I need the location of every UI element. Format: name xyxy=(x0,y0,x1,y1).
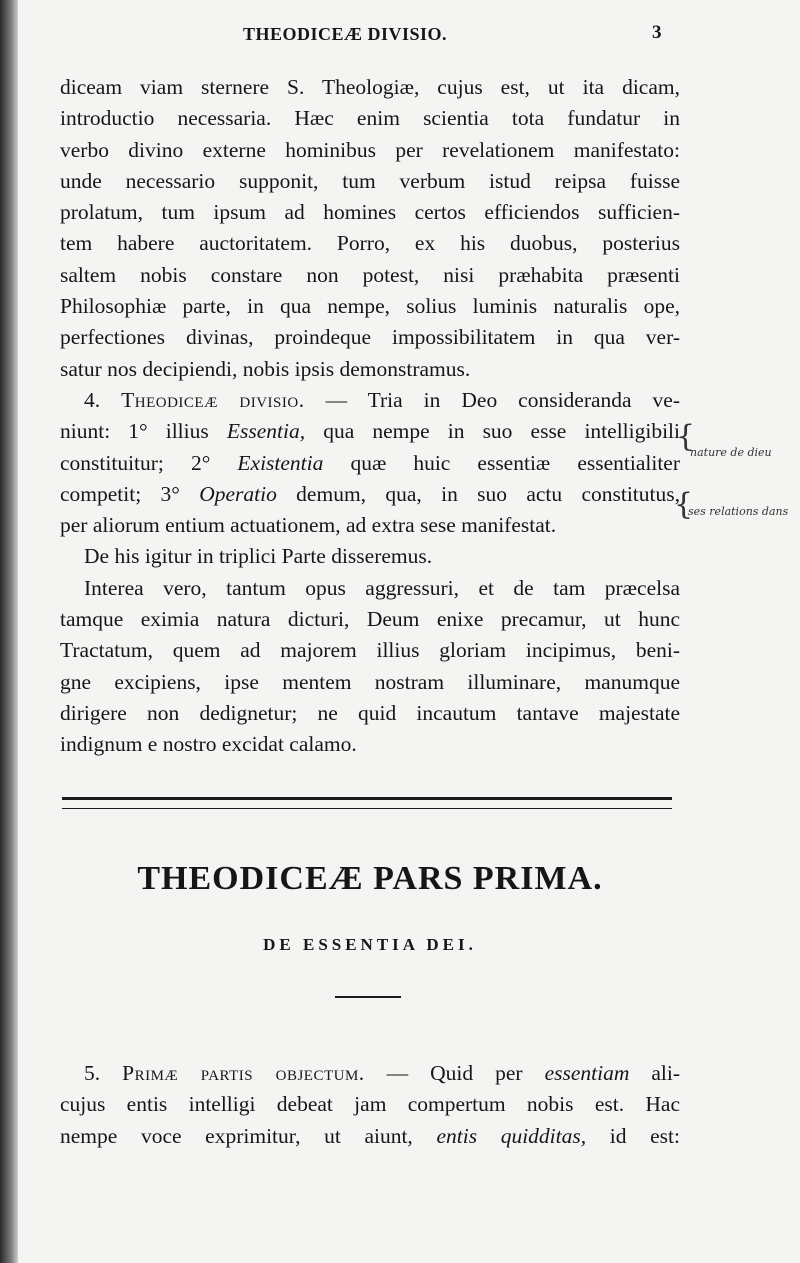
section-4-line: per aliorum entium actuationem, ad extra sese manifestat. xyxy=(60,513,557,538)
running-head-title: THEODICEÆ DIVISIO. xyxy=(243,24,448,44)
text-line: prolatum, tum ipsum ad homines certos efficiendos sufficien- xyxy=(60,200,680,225)
section-heading: Primæ partis objectum. xyxy=(122,1061,365,1085)
text-line: tem habere auctoritatem. Porro, ex his duobus, posterius xyxy=(60,231,680,256)
text-line: Interea vero, tantum opus aggressuri, et de tam præcelsa xyxy=(84,575,680,600)
italic-term: Essentia, xyxy=(226,419,306,444)
text-line: saltem nobis constare non potest, nisi præhabita præsenti xyxy=(60,262,680,287)
section-5-line: cujus entis intelligi debeat jam compertum nobis est. Hac xyxy=(60,1092,680,1117)
section-heading: Theodiceæ divisio. xyxy=(121,388,305,412)
section-4-line xyxy=(60,416,680,447)
section-number: 4. xyxy=(84,388,101,412)
text-run: nempe voce exprimitur, ut aiunt, xyxy=(60,1123,413,1148)
text-run: id est: xyxy=(609,1123,680,1148)
section-5-line xyxy=(60,1121,680,1152)
text-run: — Tria in Deo consideranda ve- xyxy=(325,388,681,412)
text-line: diceam viam sternere S. Theologiæ, cujus est, ut ita dicam, xyxy=(60,75,680,99)
running-head xyxy=(0,22,800,52)
text-run: niunt: 1° illius xyxy=(60,419,209,444)
part-subtitle: DE ESSENTIA DEI. xyxy=(263,935,477,954)
text-run: constituitur; 2° xyxy=(60,450,211,475)
section-5-line xyxy=(60,1058,680,1089)
text-line: verbo divino externe hominibus per revelationem manifestato: xyxy=(60,137,680,162)
part-title: THEODICEÆ PARS PRIMA. xyxy=(137,860,603,897)
text-line: gne excipiens, ipse mentem nostram illuminare, manumque xyxy=(60,669,680,694)
text-line: perfectiones divinas, proindeque impossibilitatem in qua ver- xyxy=(60,325,680,350)
page-number: 3 xyxy=(652,22,662,43)
text-line: introductio necessaria. Hæc enim scientia tota fundatur in xyxy=(60,106,680,131)
paragraph-de-his: De his igitur in triplici Parte disseremus. xyxy=(84,544,433,569)
italic-term: entis quidditas, xyxy=(436,1123,587,1148)
italic-term: Existentia xyxy=(237,450,324,475)
text-run: qua nempe in suo esse intelligibili xyxy=(323,419,681,444)
text-line: Tractatum, quem ad majorem illius gloriam incipimus, beni- xyxy=(60,638,680,663)
section-4-line xyxy=(60,479,680,510)
section-4-line xyxy=(60,385,680,416)
italic-term: Operatio xyxy=(199,481,277,506)
italic-term: essentiam xyxy=(544,1061,630,1085)
margin-note-handwritten: nature de dieu xyxy=(690,446,772,459)
short-rule-divider xyxy=(335,996,401,998)
text-run: ali- xyxy=(651,1061,680,1085)
text-line: unde necessario supponit, tum verbum istud reipsa fuisse xyxy=(60,168,680,193)
section-5-primae-partis-objectum xyxy=(60,1058,680,1152)
text-run: competit; 3° xyxy=(60,481,180,506)
top-paragraph xyxy=(60,72,680,385)
double-rule-divider xyxy=(62,797,672,809)
page-gutter-shadow xyxy=(0,0,18,1263)
section-4-line xyxy=(60,448,680,479)
text-line: tamque eximia natura dicturi, Deum enixe precamur, ut hunc xyxy=(60,607,680,632)
text-line: indignum e nostro excidat calamo. xyxy=(60,732,357,757)
text-run: quæ huic essentiæ essentialiter xyxy=(350,450,681,475)
section-4-theodiceae-divisio xyxy=(60,385,680,761)
margin-brace: { xyxy=(674,487,694,522)
text-run: demum, qua, in suo actu constitutus, xyxy=(296,481,680,506)
text-line: Philosophiæ parte, in qua nempe, solius luminis naturalis ope, xyxy=(60,294,680,319)
margin-note-handwritten: ses relations dans xyxy=(688,505,789,518)
text-line: satur nos decipiendi, nobis ipsis demonstramus. xyxy=(60,356,471,381)
text-line: dirigere non dedignetur; ne quid incautum tantave majestate xyxy=(60,700,680,725)
margin-brace: { xyxy=(676,419,696,454)
section-number: 5. xyxy=(84,1061,101,1085)
text-run: — Quid per xyxy=(386,1061,523,1085)
